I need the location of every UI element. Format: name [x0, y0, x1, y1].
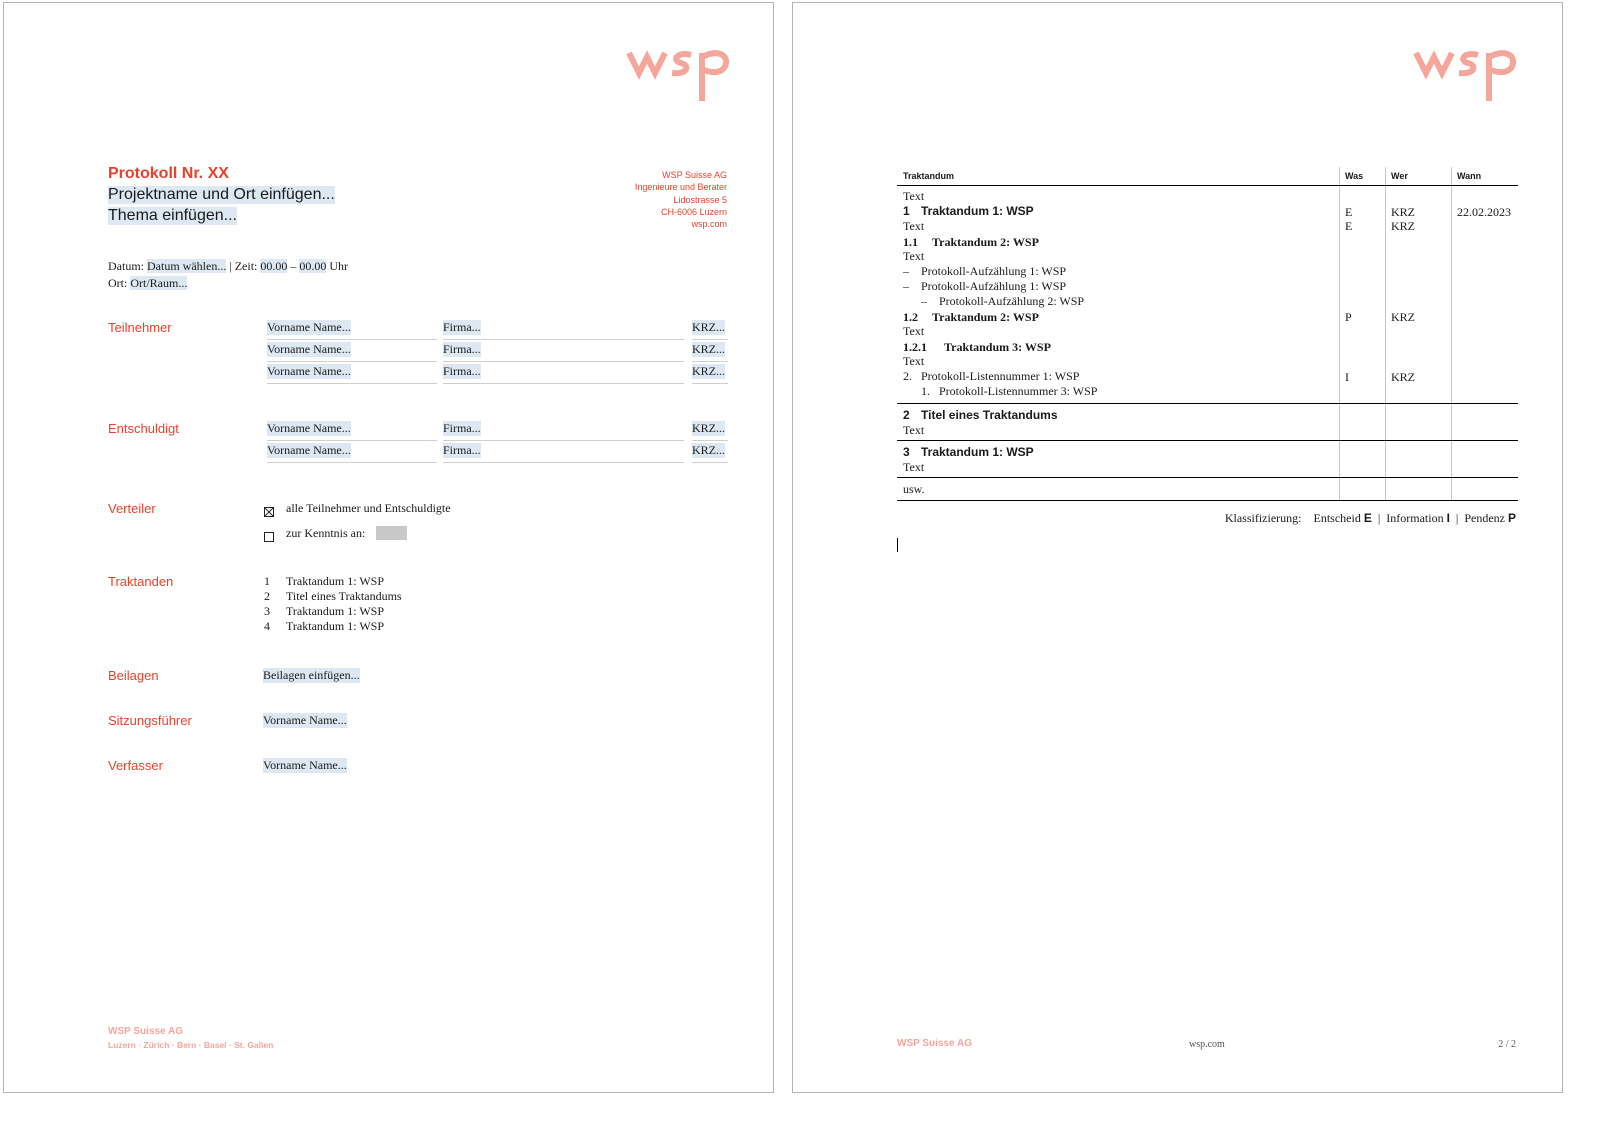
bullet-dash: – [903, 279, 909, 293]
company-address [635, 169, 727, 230]
row-underline [267, 462, 437, 463]
topic-field[interactable]: Thema einfügen... [108, 207, 237, 224]
time-to-field[interactable]: 00.00 [299, 259, 327, 273]
agenda-item: Traktandum 1: WSP [286, 574, 385, 588]
excused-krz-field[interactable]: KRZ... [692, 443, 725, 457]
row-underline [692, 339, 728, 340]
heading-number: 1.2 [903, 310, 918, 324]
row-underline [443, 383, 684, 384]
row-underline [443, 339, 684, 340]
heading-text: Traktandum 3: WSP [944, 340, 1051, 354]
checkbox-for-information[interactable] [264, 529, 274, 539]
row-rule [897, 477, 1518, 478]
time-label: Zeit: [234, 259, 258, 273]
agenda-item: Titel eines Traktandums [286, 589, 402, 603]
heading-1-row [903, 445, 1034, 459]
row-text: Text [903, 423, 925, 437]
legend-word: Information [1386, 511, 1444, 525]
agenda-item: Traktandum 1: WSP [286, 619, 385, 633]
heading-text: Traktandum 1: WSP [921, 445, 1034, 459]
meta-date-line [108, 259, 348, 274]
legend-code: P [1507, 511, 1516, 525]
bullet-row [903, 264, 1066, 279]
column-divider [1385, 167, 1386, 501]
excused-name-field[interactable]: Vorname Name... [267, 443, 351, 457]
legend-code: I [1446, 511, 1450, 525]
bullet-text: Protokoll-Aufzählung 2: WSP [939, 294, 1085, 308]
heading-2-row [903, 235, 1039, 250]
column-header-wer: Wer [1391, 171, 1408, 181]
footer-company: WSP Suisse AG [897, 1038, 973, 1049]
heading-text: Traktandum 2: WSP [932, 310, 1039, 324]
protocol-title: Protokoll Nr. XX [108, 165, 229, 182]
section-label-sitzungsfuehrer: Sitzungsführer [108, 713, 192, 728]
wer-cell: KRZ [1391, 310, 1415, 324]
address-line: wsp.com [691, 219, 727, 230]
bullet-dash: – [921, 294, 927, 308]
checkbox-all-participants[interactable] [264, 504, 274, 514]
footer-page-number: 2 / 2 [1498, 1039, 1516, 1050]
recipient-input[interactable] [376, 526, 407, 540]
section-label-beilagen: Beilagen [108, 668, 159, 683]
legend-label: Klassifizierung: [1224, 511, 1302, 525]
participant-krz-field[interactable]: KRZ... [692, 320, 725, 334]
heading-1-row [903, 408, 1058, 422]
place-field[interactable]: Ort/Raum... [130, 276, 188, 290]
document-page-2 [792, 2, 1563, 1093]
row-text: Text [903, 324, 925, 338]
agenda-number: 1 [264, 574, 270, 588]
heading-number: 3 [903, 445, 910, 459]
address-line: CH-6006 Luzern [660, 206, 727, 217]
agenda-number: 4 [264, 619, 270, 633]
row-underline [692, 361, 728, 362]
column-divider [1339, 167, 1340, 501]
separator: | [229, 259, 232, 273]
wer-cell: KRZ [1391, 370, 1415, 384]
participant-name-field[interactable]: Vorname Name... [267, 364, 351, 378]
heading-text: Titel eines Traktandums [921, 408, 1058, 422]
section-label-entschuldigt: Entschuldigt [108, 421, 179, 436]
section-label-verteiler: Verteiler [108, 501, 156, 516]
document-page-1 [3, 2, 774, 1093]
legend-separator: | [1455, 511, 1459, 525]
heading-number: 1.2.1 [903, 340, 927, 354]
row-underline [267, 383, 437, 384]
row-text: Text [903, 189, 925, 203]
participant-name-field[interactable]: Vorname Name... [267, 342, 351, 356]
project-name-field[interactable]: Projektname und Ort einfügen... [108, 186, 335, 203]
wann-cell: 22.02.2023 [1457, 205, 1511, 219]
row-underline [267, 339, 437, 340]
chair-name-field[interactable]: Vorname Name... [263, 713, 347, 727]
agenda-number: 2 [264, 589, 270, 603]
option-for-information-label: zur Kenntnis an: [286, 526, 366, 540]
column-header-was: Was [1345, 171, 1364, 181]
participant-company-field[interactable]: Firma... [443, 320, 481, 334]
was-cell: E [1345, 205, 1353, 219]
section-label-teilnehmer: Teilnehmer [108, 320, 172, 335]
participant-krz-field[interactable]: KRZ... [692, 364, 725, 378]
participant-krz-field[interactable]: KRZ... [692, 342, 725, 356]
legend-word: Entscheid [1313, 511, 1361, 525]
row-text: Text [903, 354, 925, 368]
checkbox-empty-icon [264, 532, 274, 542]
footer-locations: Luzern · Zürich · Bern · Basel · St. Gallen [108, 1040, 274, 1050]
date-label: Datum: [108, 259, 144, 273]
option-all-participants-label: alle Teilnehmer und Entschuldigte [286, 501, 451, 515]
wsp-logo [626, 47, 730, 103]
section-label-traktanden: Traktanden [108, 574, 174, 589]
heading-number: 1 [903, 204, 910, 218]
checkbox-checked-icon [264, 507, 274, 517]
heading-2-row [903, 310, 1039, 325]
attachments-field[interactable]: Beilagen einfügen... [263, 668, 360, 682]
column-header-traktandum: Traktandum [903, 171, 955, 181]
excused-company-field[interactable]: Firma... [443, 421, 481, 435]
footer-website: wsp.com [1189, 1039, 1225, 1050]
heading-text: Traktandum 1: WSP [921, 204, 1034, 218]
was-cell: P [1345, 310, 1352, 324]
row-text: Text [903, 219, 925, 233]
address-line: WSP Suisse AG [662, 170, 727, 180]
row-underline [267, 361, 437, 362]
excused-krz-field[interactable]: KRZ... [692, 421, 725, 435]
agenda-number: 3 [264, 604, 270, 618]
row-underline [443, 361, 684, 362]
text-cursor [897, 538, 898, 552]
list-text: Protokoll-Listennummer 1: WSP [921, 369, 1080, 383]
list-number: 1. [921, 384, 930, 398]
classification-legend [1225, 511, 1516, 526]
wer-cell: KRZ [1391, 205, 1415, 219]
row-underline [692, 383, 728, 384]
heading-number: 2 [903, 408, 910, 422]
row-underline [692, 440, 728, 441]
heading-number: 1.1 [903, 235, 918, 249]
bullet-text: Protokoll-Aufzählung 1: WSP [921, 279, 1067, 293]
date-picker[interactable]: Datum wählen... [147, 259, 227, 273]
row-underline [692, 462, 728, 463]
heading-text: Traktandum 2: WSP [932, 235, 1039, 249]
numbered-row [903, 369, 1079, 384]
legend-code: E [1363, 511, 1372, 525]
excused-company-field[interactable]: Firma... [443, 443, 481, 457]
time-from-field[interactable]: 00.00 [260, 259, 288, 273]
author-name-field[interactable]: Vorname Name... [263, 758, 347, 772]
address-line: Lidostrasse 5 [673, 194, 727, 205]
bullet-row [903, 279, 1066, 294]
address-line: Ingenieure und Berater [634, 182, 727, 193]
heading-1-row [903, 204, 1034, 218]
participant-company-field[interactable]: Firma... [443, 342, 481, 356]
list-number: 2. [903, 369, 912, 383]
bullet-text: Protokoll-Aufzählung 1: WSP [921, 264, 1067, 278]
bullet-row-level-2 [921, 294, 1084, 309]
row-underline [267, 440, 437, 441]
legend-word: Pendenz [1464, 511, 1505, 525]
row-underline [443, 462, 684, 463]
legend-separator: | [1377, 511, 1381, 525]
header-rule [897, 185, 1518, 186]
section-label-verfasser: Verfasser [108, 758, 163, 773]
row-text: Text [903, 460, 925, 474]
table-bottom-rule [897, 500, 1518, 501]
row-rule [897, 403, 1518, 404]
row-text: usw. [903, 482, 925, 496]
numbered-row-level-2 [921, 384, 1097, 399]
participant-company-field[interactable]: Firma... [443, 364, 481, 378]
row-underline [443, 440, 684, 441]
was-cell: E [1345, 219, 1353, 233]
row-rule [897, 440, 1518, 441]
wer-cell: KRZ [1391, 219, 1415, 233]
column-header-wann: Wann [1457, 171, 1482, 181]
time-unit: Uhr [329, 259, 349, 273]
footer-company: WSP Suisse AG [108, 1026, 184, 1037]
time-dash: – [290, 259, 297, 273]
row-text: Text [903, 249, 925, 263]
list-text: Protokoll-Listennummer 3: WSP [939, 384, 1098, 398]
heading-3-row [903, 340, 1051, 355]
agenda-item: Traktandum 1: WSP [286, 604, 385, 618]
place-label: Ort: [108, 276, 128, 290]
column-divider [1451, 167, 1452, 501]
wsp-logo [1413, 47, 1517, 103]
was-cell: I [1345, 370, 1349, 384]
participant-name-field[interactable]: Vorname Name... [267, 320, 351, 334]
excused-name-field[interactable]: Vorname Name... [267, 421, 351, 435]
meta-place-line [108, 276, 187, 291]
bullet-dash: – [903, 264, 909, 278]
